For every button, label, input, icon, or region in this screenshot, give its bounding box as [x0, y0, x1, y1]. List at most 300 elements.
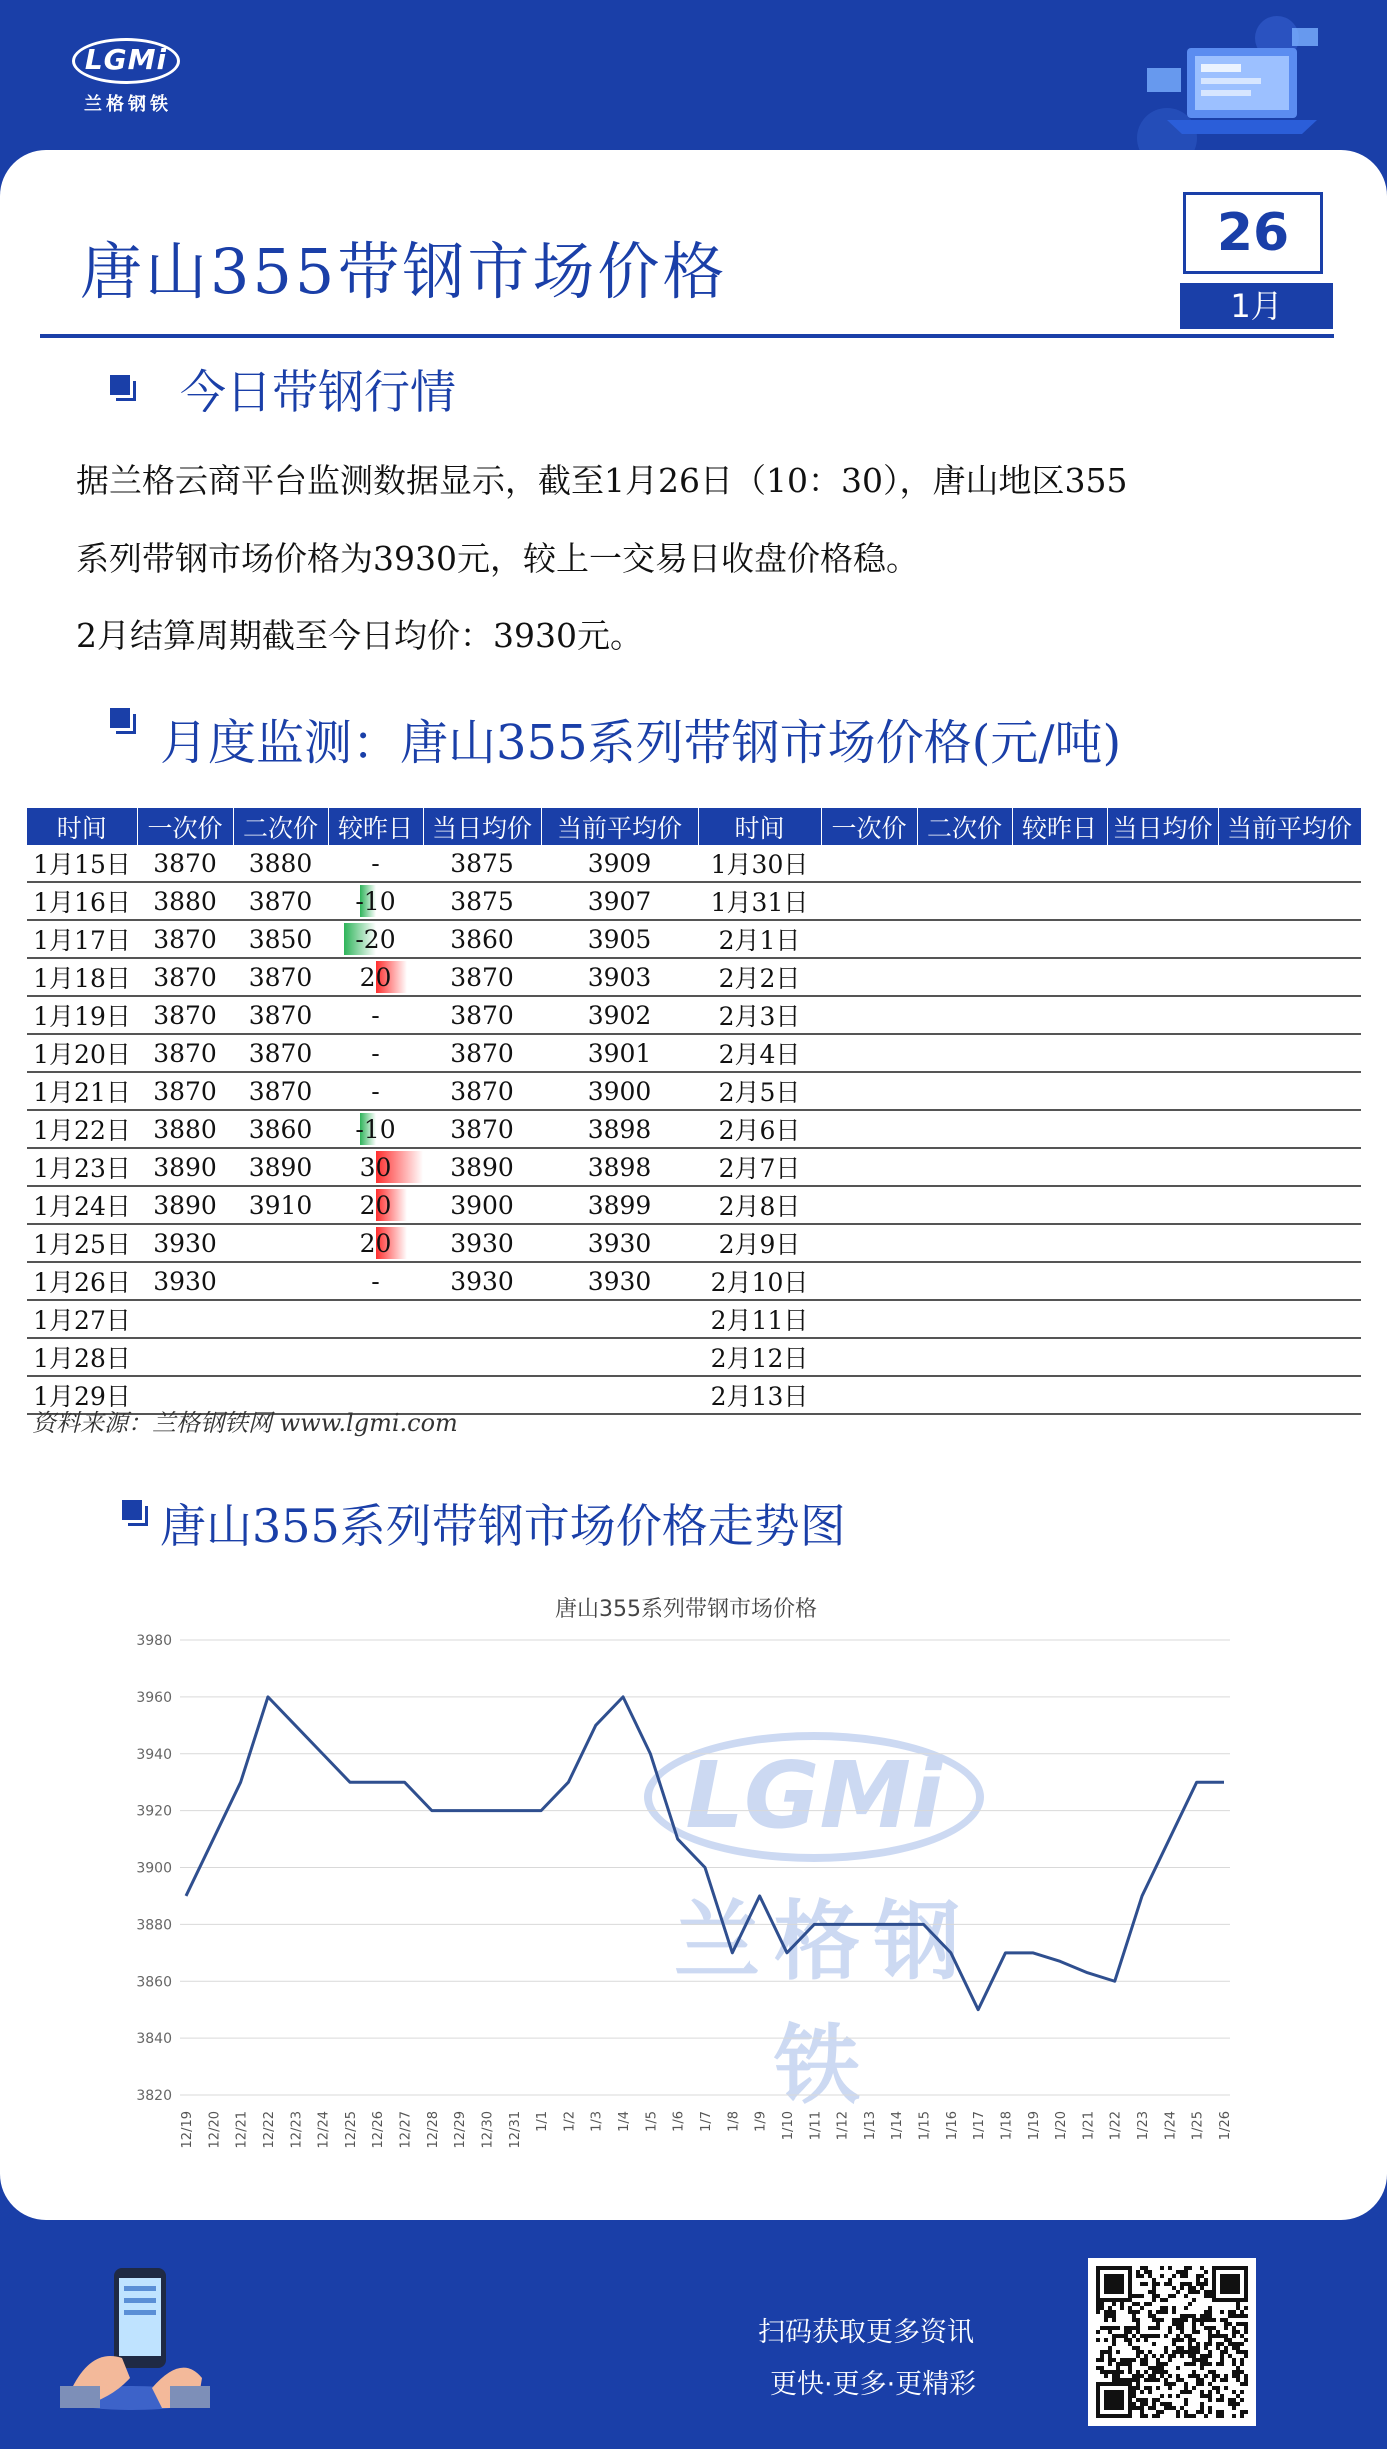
qr-module — [1124, 2330, 1128, 2334]
qr-module — [1208, 2338, 1212, 2342]
qr-module — [1164, 2346, 1168, 2350]
qr-module — [1184, 2274, 1188, 2278]
price-cell — [1012, 1300, 1107, 1338]
qr-module — [1192, 2338, 1196, 2342]
qr-module — [1156, 2398, 1160, 2402]
qr-module — [1188, 2362, 1192, 2366]
qr-module — [1176, 2326, 1180, 2330]
y-tick-label: 3900 — [136, 1860, 172, 1877]
watermark-text: LGMi — [685, 1742, 943, 1849]
qr-module — [1140, 2274, 1144, 2278]
qr-module — [1132, 2374, 1136, 2378]
qr-module — [1240, 2350, 1244, 2354]
price-cell — [1218, 1338, 1361, 1376]
qr-module — [1104, 2318, 1108, 2322]
qr-module — [1136, 2382, 1140, 2386]
qr-module — [1204, 2310, 1208, 2314]
qr-module — [1132, 2318, 1136, 2322]
qr-module — [1100, 2306, 1104, 2310]
qr-module — [1176, 2366, 1180, 2370]
qr-module — [1140, 2410, 1144, 2414]
price-cell — [917, 1338, 1012, 1376]
qr-module — [1132, 2386, 1136, 2390]
price-cell — [821, 996, 917, 1034]
qr-module — [1200, 2366, 1204, 2370]
qr-module — [1096, 2310, 1100, 2314]
qr-module — [1152, 2370, 1156, 2374]
qr-module — [1120, 2362, 1124, 2366]
qr-module — [1240, 2334, 1244, 2338]
date-cell: 1月20日 — [27, 1034, 137, 1072]
qr-module — [1216, 2386, 1220, 2390]
price-cell: 3901 — [541, 1034, 698, 1072]
qr-module — [1220, 2414, 1224, 2418]
qr-module — [1144, 2354, 1148, 2358]
series-line — [186, 1697, 1224, 2010]
price-cell: 3875 — [423, 882, 541, 920]
qr-module — [1164, 2282, 1168, 2286]
qr-module — [1136, 2318, 1140, 2322]
change-cell — [328, 1262, 423, 1300]
qr-module — [1232, 2406, 1236, 2410]
qr-module — [1112, 2310, 1116, 2314]
qr-module — [1136, 2294, 1140, 2298]
price-cell: 3870 — [233, 1034, 328, 1072]
price-cell: 3902 — [541, 996, 698, 1034]
x-tick-label: 1/3 — [589, 2111, 605, 2132]
qr-module — [1156, 2410, 1160, 2414]
price-cell — [1218, 1110, 1361, 1148]
qr-module — [1116, 2374, 1120, 2378]
date-cell: 1月19日 — [27, 996, 137, 1034]
x-tick-label: 12/25 — [343, 2111, 359, 2149]
qr-module — [1140, 2398, 1144, 2402]
qr-module — [1224, 2326, 1228, 2330]
qr-module — [1192, 2318, 1196, 2322]
qr-module — [1180, 2274, 1184, 2278]
x-tick-label: 1/8 — [726, 2111, 742, 2132]
title-divider — [40, 334, 1334, 338]
x-tick-label: 1/24 — [1163, 2111, 1179, 2141]
qr-module — [1116, 2366, 1120, 2370]
qr-module — [1244, 2354, 1248, 2358]
qr-module — [1232, 2334, 1236, 2338]
qr-module — [1132, 2294, 1136, 2298]
price-cell — [821, 1186, 917, 1224]
qr-module — [1144, 2266, 1148, 2270]
table-row — [27, 1034, 1361, 1072]
qr-module — [1176, 2414, 1180, 2418]
qr-module — [1188, 2266, 1192, 2270]
table-header-cell: 当日均价 — [1107, 808, 1218, 845]
x-tick-label: 1/25 — [1190, 2111, 1206, 2141]
qr-module — [1136, 2406, 1140, 2410]
qr-module — [1216, 2414, 1220, 2418]
section-title-trend: 唐山355系列带钢市场价格走势图 — [160, 1499, 846, 1553]
qr-module — [1208, 2354, 1212, 2358]
qr-module — [1132, 2334, 1136, 2338]
qr-module — [1236, 2370, 1240, 2374]
qr-module — [1136, 2378, 1140, 2382]
qr-module — [1136, 2354, 1140, 2358]
qr-module — [1180, 2406, 1184, 2410]
qr-module — [1108, 2330, 1112, 2334]
qr-module — [1152, 2298, 1156, 2302]
price-cell — [1012, 1072, 1107, 1110]
qr-module — [1168, 2330, 1172, 2334]
qr-module — [1196, 2342, 1200, 2346]
qr-module — [1188, 2282, 1192, 2286]
qr-module — [1108, 2354, 1112, 2358]
date-cell: 1月28日 — [27, 1338, 137, 1376]
qr-module — [1188, 2334, 1192, 2338]
qr-module — [1236, 2402, 1240, 2406]
qr-module — [1132, 2394, 1136, 2398]
date-cell: 1月25日 — [27, 1224, 137, 1262]
qr-module — [1096, 2366, 1100, 2370]
qr-module — [1204, 2294, 1208, 2298]
qr-module — [1120, 2334, 1124, 2338]
qr-module — [1176, 2322, 1180, 2326]
qr-module — [1172, 2322, 1176, 2326]
qr-module — [1144, 2358, 1148, 2362]
qr-module — [1108, 2370, 1112, 2374]
price-cell — [541, 1300, 698, 1338]
qr-module — [1160, 2354, 1164, 2358]
qr-module — [1152, 2374, 1156, 2378]
qr-module — [1112, 2326, 1116, 2330]
price-cell — [917, 958, 1012, 996]
table-header-cell: 一次价 — [821, 808, 917, 845]
x-tick-label: 1/19 — [1026, 2111, 1042, 2141]
qr-module — [1096, 2338, 1100, 2342]
qr-module — [1108, 2350, 1112, 2354]
qr-module — [1208, 2390, 1212, 2394]
price-cell: 3907 — [541, 882, 698, 920]
qr-module — [1228, 2338, 1232, 2342]
qr-module — [1164, 2310, 1168, 2314]
qr-module — [1172, 2350, 1176, 2354]
qr-module — [1152, 2402, 1156, 2406]
qr-module — [1136, 2338, 1140, 2342]
qr-module — [1112, 2370, 1116, 2374]
qr-module — [1128, 2310, 1132, 2314]
qr-module — [1144, 2270, 1148, 2274]
x-tick-label: 12/30 — [480, 2111, 496, 2149]
qr-module — [1200, 2362, 1204, 2366]
qr-module — [1140, 2402, 1144, 2406]
qr-module — [1172, 2406, 1176, 2410]
qr-module — [1216, 2390, 1220, 2394]
qr-module — [1180, 2354, 1184, 2358]
qr-module — [1168, 2406, 1172, 2410]
date-cell: 1月22日 — [27, 1110, 137, 1148]
qr-module — [1192, 2370, 1196, 2374]
price-cell: 3930 — [137, 1262, 233, 1300]
qr-module — [1148, 2310, 1152, 2314]
qr-code[interactable] — [1088, 2258, 1256, 2426]
qr-module — [1204, 2314, 1208, 2318]
qr-module — [1180, 2282, 1184, 2286]
table-row — [27, 958, 1361, 996]
qr-module — [1144, 2362, 1148, 2366]
qr-module — [1184, 2398, 1188, 2402]
date-cell: 1月27日 — [27, 1300, 137, 1338]
qr-module — [1148, 2334, 1152, 2338]
qr-module — [1164, 2334, 1168, 2338]
qr-module — [1152, 2334, 1156, 2338]
qr-module — [1188, 2338, 1192, 2342]
date-cell: 2月5日 — [698, 1072, 821, 1110]
qr-module — [1232, 2374, 1236, 2378]
qr-module — [1196, 2278, 1200, 2282]
qr-module — [1224, 2386, 1228, 2390]
qr-module — [1244, 2326, 1248, 2330]
qr-module — [1108, 2346, 1112, 2350]
qr-module — [1108, 2314, 1112, 2318]
qr-module — [1208, 2318, 1212, 2322]
qr-module — [1172, 2338, 1176, 2342]
price-cell: 3898 — [541, 1110, 698, 1148]
qr-module — [1172, 2310, 1176, 2314]
qr-module — [1232, 2342, 1236, 2346]
price-cell — [233, 1262, 328, 1300]
qr-module — [1220, 2342, 1224, 2346]
qr-module — [1204, 2354, 1208, 2358]
date-cell: 1月30日 — [698, 845, 821, 882]
qr-module — [1152, 2314, 1156, 2318]
qr-module — [1172, 2318, 1176, 2322]
x-tick-label: 12/23 — [289, 2111, 305, 2149]
qr-module — [1176, 2334, 1180, 2338]
qr-module — [1140, 2414, 1144, 2418]
qr-module — [1128, 2338, 1132, 2342]
price-cell — [1012, 1148, 1107, 1186]
table-header-cell: 时间 — [698, 808, 821, 845]
table-row — [27, 1262, 1361, 1300]
x-tick-label: 1/1 — [535, 2111, 551, 2132]
qr-module — [1164, 2406, 1168, 2410]
qr-module — [1160, 2366, 1164, 2370]
table-header-cell: 较昨日 — [1012, 808, 1107, 845]
qr-module — [1156, 2326, 1160, 2330]
price-cell — [1218, 845, 1361, 882]
qr-module — [1236, 2330, 1240, 2334]
qr-module — [1232, 2346, 1236, 2350]
table-row — [27, 882, 1361, 920]
price-cell: 3870 — [423, 996, 541, 1034]
price-cell — [1218, 1262, 1361, 1300]
qr-module — [1100, 2350, 1104, 2354]
section-bullet-icon — [110, 375, 134, 399]
qr-module — [1236, 2350, 1240, 2354]
qr-module — [1168, 2294, 1172, 2298]
logo-text: LGMi — [84, 43, 168, 76]
x-tick-label: 1/26 — [1218, 2111, 1233, 2141]
price-cell — [821, 958, 917, 996]
x-tick-label: 12/31 — [507, 2111, 523, 2149]
qr-module — [1212, 2334, 1216, 2338]
qr-module — [1244, 2338, 1248, 2342]
qr-module — [1148, 2374, 1152, 2378]
price-cell — [1012, 1034, 1107, 1072]
summary-line-3: 2月结算周期截至今日均价：3930元。 — [76, 616, 643, 655]
qr-module — [1236, 2374, 1240, 2378]
qr-module — [1140, 2358, 1144, 2362]
price-cell — [1107, 996, 1218, 1034]
qr-module — [1180, 2314, 1184, 2318]
price-cell — [917, 882, 1012, 920]
qr-module — [1184, 2390, 1188, 2394]
qr-module — [1232, 2370, 1236, 2374]
qr-module — [1148, 2326, 1152, 2330]
qr-module — [1236, 2302, 1240, 2306]
qr-module — [1112, 2302, 1116, 2306]
logo-subtitle: 兰格钢铁 — [84, 94, 172, 115]
qr-module — [1156, 2378, 1160, 2382]
qr-module — [1184, 2334, 1188, 2338]
qr-module — [1220, 2394, 1224, 2398]
price-cell: 3860 — [423, 920, 541, 958]
change-cell — [328, 1148, 423, 1186]
qr-module — [1232, 2402, 1236, 2406]
qr-module — [1212, 2326, 1216, 2330]
x-tick-label: 1/18 — [999, 2111, 1015, 2141]
qr-module — [1116, 2378, 1120, 2382]
qr-module — [1152, 2318, 1156, 2322]
qr-module — [1168, 2402, 1172, 2406]
x-tick-label: 1/5 — [644, 2111, 660, 2132]
qr-module — [1152, 2378, 1156, 2382]
date-cell: 1月29日 — [27, 1376, 137, 1414]
qr-module — [1100, 2358, 1104, 2362]
qr-module — [1148, 2350, 1152, 2354]
x-tick-label: 12/19 — [180, 2111, 195, 2149]
x-tick-label: 12/29 — [453, 2111, 469, 2149]
price-cell — [423, 1338, 541, 1376]
qr-module — [1156, 2310, 1160, 2314]
qr-module — [1096, 2330, 1100, 2334]
x-tick-label: 1/6 — [671, 2111, 687, 2132]
qr-module — [1216, 2342, 1220, 2346]
price-cell: 3870 — [137, 1072, 233, 1110]
qr-module — [1196, 2378, 1200, 2382]
qr-module — [1200, 2266, 1204, 2270]
date-cell: 2月10日 — [698, 1262, 821, 1300]
qr-module — [1124, 2326, 1128, 2330]
x-tick-label: 12/20 — [207, 2111, 223, 2149]
qr-module — [1116, 2326, 1120, 2330]
qr-module — [1152, 2406, 1156, 2410]
y-tick-label: 3880 — [136, 1917, 172, 1934]
qr-module — [1192, 2350, 1196, 2354]
qr-module — [1200, 2394, 1204, 2398]
qr-module — [1120, 2370, 1124, 2374]
qr-module — [1240, 2322, 1244, 2326]
price-cell: 3890 — [423, 1148, 541, 1186]
qr-module — [1120, 2302, 1124, 2306]
qr-module — [1176, 2346, 1180, 2350]
price-cell — [1107, 882, 1218, 920]
qr-module — [1208, 2342, 1212, 2346]
x-tick-label: 1/14 — [890, 2111, 906, 2141]
price-cell: 3930 — [423, 1262, 541, 1300]
qr-module — [1204, 2414, 1208, 2418]
qr-module — [1124, 2362, 1128, 2366]
qr-module — [1140, 2390, 1144, 2394]
qr-module — [1168, 2382, 1172, 2386]
qr-module — [1172, 2306, 1176, 2310]
qr-module — [1152, 2278, 1156, 2282]
qr-module — [1192, 2374, 1196, 2378]
qr-module — [1200, 2358, 1204, 2362]
date-cell: 2月8日 — [698, 1186, 821, 1224]
price-cell: 3870 — [137, 845, 233, 882]
qr-module — [1132, 2314, 1136, 2318]
date-cell: 2月6日 — [698, 1110, 821, 1148]
qr-module — [1220, 2274, 1240, 2294]
price-cell — [917, 1072, 1012, 1110]
change-cell — [328, 1186, 423, 1224]
price-cell — [821, 1110, 917, 1148]
price-cell — [917, 1110, 1012, 1148]
qr-module — [1156, 2362, 1160, 2366]
section-bullet-icon — [110, 708, 134, 732]
change-cell — [328, 1224, 423, 1262]
qr-module — [1236, 2306, 1240, 2310]
qr-module — [1136, 2370, 1140, 2374]
qr-module — [1144, 2302, 1148, 2306]
price-cell: 3930 — [423, 1224, 541, 1262]
price-cell: 3870 — [137, 1034, 233, 1072]
qr-module — [1160, 2274, 1164, 2278]
qr-module — [1184, 2362, 1188, 2366]
qr-module — [1192, 2330, 1196, 2334]
qr-module — [1224, 2338, 1228, 2342]
price-cell: 3870 — [423, 1072, 541, 1110]
qr-module — [1208, 2410, 1212, 2414]
qr-module — [1220, 2358, 1224, 2362]
qr-module — [1200, 2354, 1204, 2358]
table-row — [27, 1224, 1361, 1262]
qr-module — [1136, 2274, 1140, 2278]
qr-module — [1200, 2318, 1204, 2322]
date-cell: 2月11日 — [698, 1300, 821, 1338]
summary-line-1: 据兰格云商平台监测数据显示，截至1月26日（10：30），唐山地区355 — [76, 461, 1128, 500]
date-cell: 1月16日 — [27, 882, 137, 920]
qr-module — [1128, 2378, 1132, 2382]
change-value: - — [371, 1000, 380, 1030]
x-tick-label: 1/23 — [1136, 2111, 1152, 2141]
qr-module — [1204, 2374, 1208, 2378]
qr-module — [1220, 2310, 1224, 2314]
qr-module — [1140, 2374, 1144, 2378]
qr-module — [1156, 2370, 1160, 2374]
qr-module — [1200, 2274, 1204, 2278]
qr-module — [1168, 2394, 1172, 2398]
qr-module — [1228, 2322, 1232, 2326]
qr-module — [1192, 2322, 1196, 2326]
change-value: 30 — [359, 1152, 392, 1182]
price-cell — [1012, 1186, 1107, 1224]
footer-slogan-2: 更快·更多·更精彩 — [770, 2369, 977, 2400]
qr-module — [1240, 2358, 1244, 2362]
date-cell: 1月15日 — [27, 845, 137, 882]
qr-module — [1156, 2334, 1160, 2338]
qr-module — [1160, 2310, 1164, 2314]
qr-module — [1240, 2398, 1244, 2402]
qr-module — [1204, 2270, 1208, 2274]
